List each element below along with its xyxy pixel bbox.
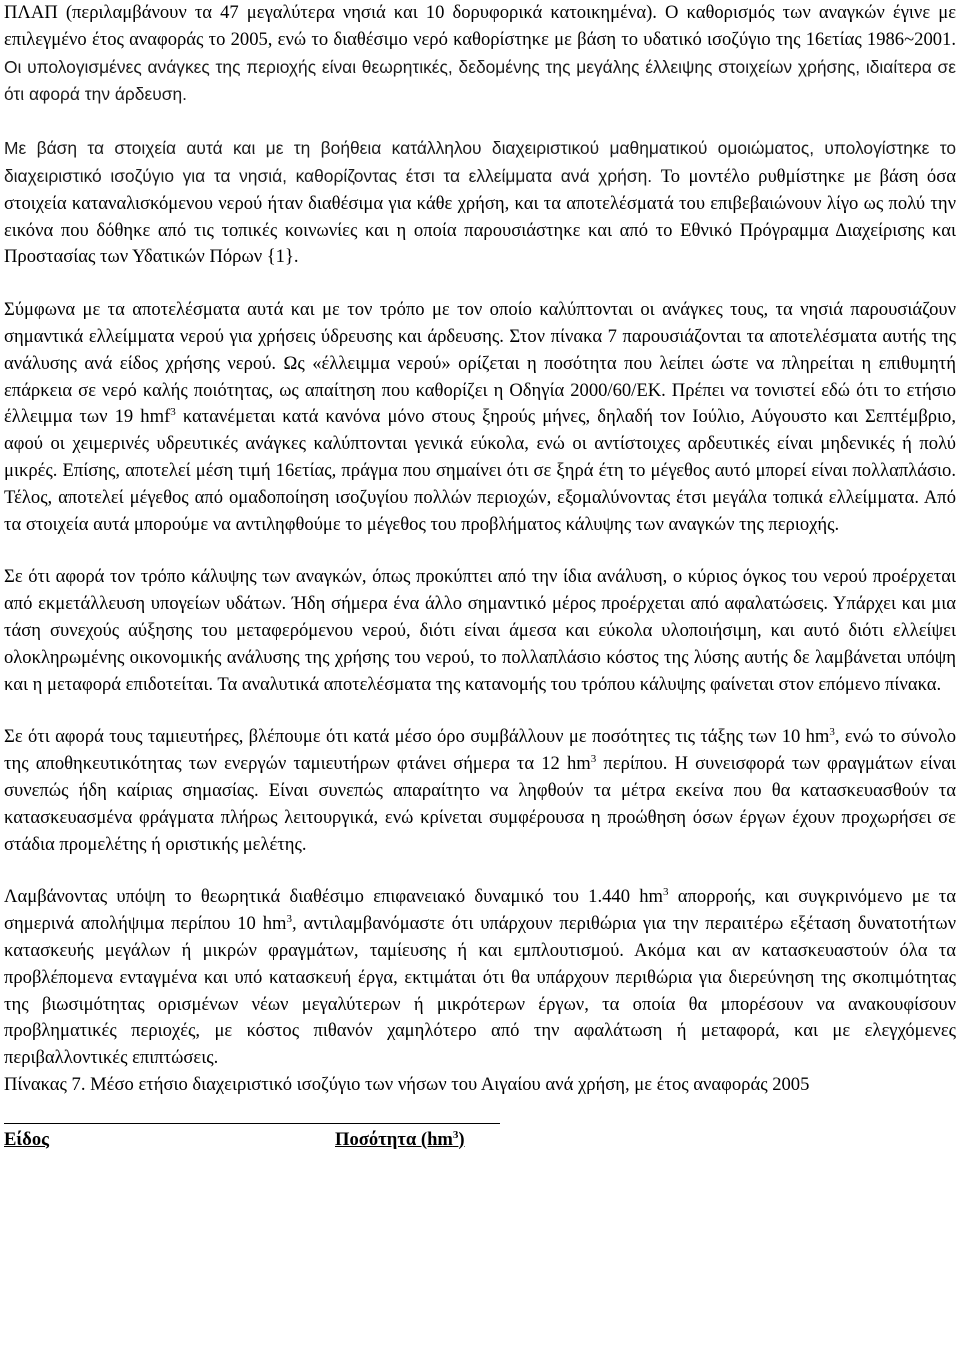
paragraph-p4 bbox=[4, 564, 956, 698]
superscript: 3 bbox=[286, 913, 292, 926]
text-segment: Λαμβάνοντας υπόψη το θεωρητικά διαθέσιμο επιφανειακό δυναμικό του 1.440 hm bbox=[4, 886, 664, 908]
table-top-rule bbox=[4, 1123, 500, 1124]
text-segment: Σύμφωνα με τα αποτελέσματα αυτά και με τον τρόπο με τον οποίο καλύπτονται οι ανάγκες τους, τα νησιά παρουσιάζουν σημαντικά ελλείμματα νερού για χρήσεις ύδρευσης και άρδευσης. Στον πίνακα 7 παρουσιάζονται τα αποτελέσματα αυτής της ανάλυσης ανά είδος χρήσης νερού. Ως «έλλειμμα νερού» ορίζεται η ποσότητα που λείπει ώστε να πληρείται η επιθυμητή επάρκεια σε νερό καλής ποιότητας, ως απαίτηση που καθορίζει η Οδηγία 2000/60/ΕΚ. Πρέπει να τονιστεί εδώ ότι το ετήσιο έλλειμμα των 19 hmf bbox=[4, 299, 956, 428]
column-header-quantity-suffix: ) bbox=[458, 1128, 465, 1150]
paragraph-p5 bbox=[4, 724, 956, 858]
paragraph-gap bbox=[4, 698, 956, 724]
paragraph-p2 bbox=[4, 135, 956, 271]
column-header-quantity-sup: 3 bbox=[452, 1128, 459, 1141]
column-header-quantity bbox=[335, 1129, 465, 1151]
paragraph-p1 bbox=[4, 0, 956, 109]
text-segment: περίπου. Η συνεισφορά των φραγμάτων είναι συνεπώς ήδη καίριας σημασίας. Είναι συνεπώς απαραίτητο να ληφθούν τα μέτρα εκείνα που θα κατασκευασθούν τα κατασκευασμένα φράγματα πλήρως λειτουργικά, ενώ κρίνεται συμφέρουσα η προώθηση όσων έργων έχουν προχωρήσει σε στάδια προμελέτης ή οριστικής μελέτης. bbox=[4, 753, 956, 855]
superscript: 3 bbox=[829, 726, 835, 739]
text-segment: Σε ότι αφορά τον τρόπο κάλυψης των αναγκών, όπως προκύπτει από την ίδια ανάλυση, ο κύριος όγκος του νερού προέρχεται από εκμετάλλευση υπογείων υδάτων. Ήδη σήμερα ένα άλλο σημαντικό μέρος προέρχεται από αφαλατώσεις. Υπάρχει και μια τάση συνεχούς αύξησης του μεταφερόμενου νερού, διότι είναι άμεσα και εύκολα υλοποιήσιμη, και αυτό διότι ελλείψει ολοκληρωμένης οικονομικής ανάλυσης της χρήσης του νερού, το πολλαπλάσιο κόστος της λύσης αυτής δε λαμβάνεται υπόψη και η μεταφορά επιδοτείται. Τα αναλυτικά αποτελέσματα της κατανομής του τρόπου κάλυψης φαίνεται στον επόμενο πίνακα. bbox=[4, 566, 956, 695]
superscript: 3 bbox=[590, 753, 597, 766]
paragraph-gap bbox=[4, 271, 956, 297]
body-text bbox=[4, 0, 956, 1072]
paragraph-gap bbox=[4, 858, 956, 884]
text-segment: , ενώ το σύνολο της αποθηκευτικότητας των ενεργών ταμιευτήρων φτάνει σήμερα τα 12 hm bbox=[4, 726, 957, 775]
paragraph-gap bbox=[4, 109, 956, 135]
superscript: 3 bbox=[663, 886, 669, 899]
text-segment: , αντιλαμβανόμαστε ότι υπάρχουν περιθώρια για την περαιτέρω εξέταση δυνατοτήτων κατασκευής μεγάλων ή μικρών φραγμάτων, ταμίευσης ή και εμπλουτισμού. Ακόμα και αν κατασκευαστούν όλα τα προβλέπομενα ενταγμένα και υπό κατασκευή έργα, εκτιμάται ότι θα υπάρχουν περιθώρια για διερεύνηση της σκοπιμότητας της βιωσιμότητας ορισμένων νέων μεγαλύτερων ή μικρότερων έργων, τα οποία θα μπορέσουν να ανακουφίσουν προβληματικές περιοχές, με κόστος πιθανόν χαμηλότερο από την αφαλάτωση ή μεταφορά, και με ελεγχόμενες περιβαλλοντικές επιπτώσεις. bbox=[4, 913, 956, 1069]
paragraph-p6 bbox=[4, 884, 956, 1072]
document-page bbox=[4, 0, 956, 1153]
text-segment: απορροής, και συγκρινόμενο με τα σημερινά απολήψιμα περίπου 10 hm bbox=[4, 886, 957, 935]
superscript: 3 bbox=[170, 406, 176, 419]
table-header bbox=[4, 1123, 956, 1153]
table-caption: Πίνακας 7. Μέσο ετήσιο διαχειριστικό ισοζύγιο των νήσων του Αιγαίου ανά χρήση, με έτος αναφοράς 2005 bbox=[4, 1073, 810, 1095]
column-header-quantity-label: Ποσότητα (hm bbox=[335, 1128, 453, 1150]
paragraph-gap bbox=[4, 538, 956, 564]
text-segment: Σε ότι αφορά τους ταμιευτήρες, βλέπουμε ότι κατά μέσο όρο συμβάλλουν με ποσότητες τις τάξης των 10 hm bbox=[4, 726, 830, 748]
text-segment: Οι υπολογισμένες ανάγκες της περιοχής είναι θεωρητικές, δεδομένης της μεγάλης έλλειψης στοιχείων χρήσης, ιδιαίτερα σε ότι αφορά την άρδευση. bbox=[4, 56, 956, 105]
text-segment: Το μοντέλο ρυθμίστηκε με βάση όσα στοιχεία καταναλισκόμενου νερού ήταν διαθέσιμα για κάθε χρήση, και τα αποτελέσματά του επιβεβαιώνουν λίγο ως πολύ την εικόνα που δόθηκε από τις τοπικές κοινωνίες και η οποία παρουσιάστηκε και από το Εθνικό Πρόγραμμα Διαχείρισης και Προστασίας των Υδατικών Πόρων {1}. bbox=[4, 165, 956, 268]
text-segment: Με βάση τα στοιχεία αυτά και με τη βοήθεια κατάλληλου διαχειριστικού μαθηματικού ομοιώματος, υπολογίστηκε το διαχειριστικό ισοζύγιο για τα νησιά, καθορίζοντας έτσι τα ελλείμματα ανά χρήση. bbox=[4, 138, 956, 186]
text-segment: κατανέμεται κατά κανόνα μόνο στους ξηρούς μήνες, δηλαδή τον Ιούλιο, Αύγουστο και Σεπτέμβριο, αφού οι χειμερινές υδρευτικές ανάγκες καλύπτονται γενικά εύκολα, ενώ οι αντίστοιχες αρδευτικές είναι μηδενικές ή πολύ μικρές. Επίσης, αποτελεί μέση τιμή 16ετίας, πράγμα που σημαίνει ότι σε ξηρά έτη το μέγεθος αυτό μπορεί είναι πολλαπλάσιο. Τέλος, αποτελεί μέγεθος από ομαδοποίηση ισοζυγίου πολλών περιοχών, εξομαλύνοντας έτσι μεγάλα τοπικά ελλείμματα. Από τα στοιχεία αυτά μπορούμε να αντιληφθούμε το μέγεθος του προβλήματος κάλυψης των αναγκών της περιοχής. bbox=[4, 406, 957, 535]
column-header-type: Είδος bbox=[4, 1128, 49, 1150]
text-segment: ΠΛΑΠ (περιλαμβάνουν τα 47 μεγαλύτερα νησιά και 10 δορυφορικά κατοικημένα). Ο καθορισμός των αναγκών έγινε με επιλεγμένο έτος αναφοράς το 2005, ενώ το διαθέσιμο νερό καθορίστηκε με βάση το υδατικό ισοζύγιο της 16ετίας 1986~2001. bbox=[4, 2, 956, 50]
paragraph-p3 bbox=[4, 297, 956, 538]
